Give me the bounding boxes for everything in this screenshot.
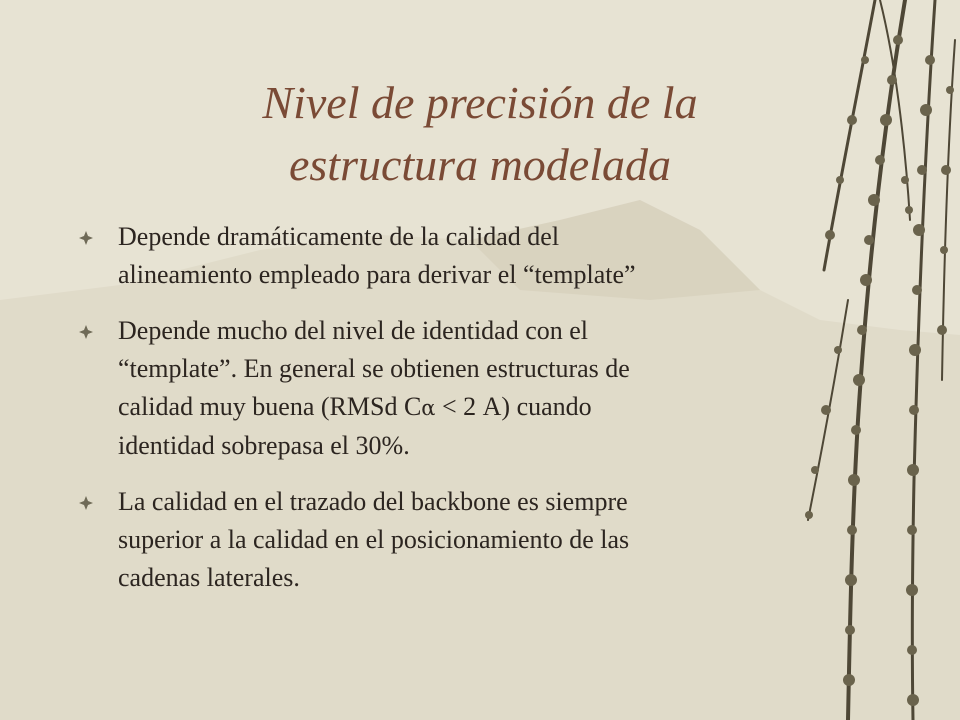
bullet-1-line-2: alineamiento empleado para derivar el “template”	[118, 260, 636, 289]
bullet-2-line-3-start: calidad muy buena (RMSd C	[118, 392, 422, 421]
four-petal-diamond-icon	[78, 495, 94, 511]
alpha-symbol: α	[421, 396, 436, 420]
bullet-list	[78, 218, 868, 615]
bullet-2-line-1: Depende mucho del nivel de identidad con el	[118, 316, 589, 345]
bullet-3-line-2: superior a la calidad en el posicionamiento de las	[118, 525, 630, 554]
slide-title-line-1: Nivel de precisión de la	[262, 77, 698, 128]
bullet-2-line-3	[118, 388, 868, 427]
bullet-2-line-2: “template”. En general se obtienen estructuras de	[118, 354, 630, 383]
slide-title	[150, 72, 810, 196]
four-petal-diamond-icon	[78, 230, 94, 246]
bullet-1-line-1: Depende dramáticamente de la calidad del	[118, 222, 560, 251]
bullet-3-line-3: cadenas laterales.	[118, 563, 300, 592]
bullet-item-backbone	[78, 483, 868, 597]
bullet-2-line-4: identidad sobrepasa el 30%.	[118, 431, 410, 460]
four-petal-diamond-icon	[78, 324, 94, 340]
bullet-item-alignment	[78, 218, 868, 294]
bullet-3-line-1: La calidad en el trazado del backbone es siempre	[118, 487, 628, 516]
slide-title-line-2: estructura modelada	[288, 139, 671, 190]
bullet-item-identity	[78, 312, 868, 465]
bullet-2-line-3-end: < 2 A) cuando	[435, 392, 592, 421]
